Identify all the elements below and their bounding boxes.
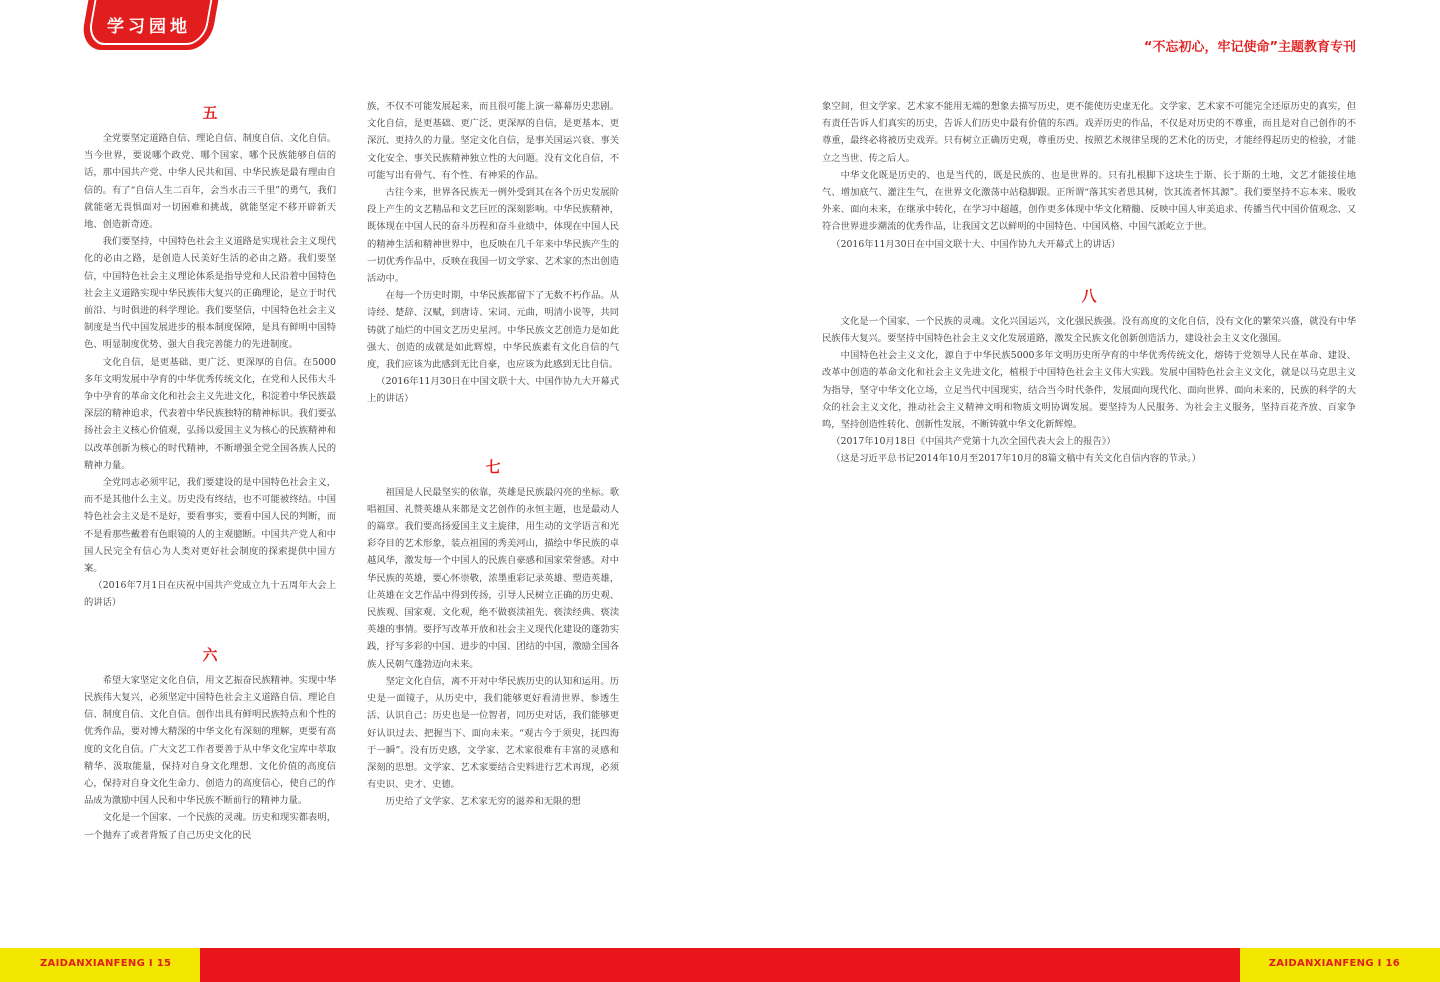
paragraph: 希望大家坚定文化自信，用文艺振奋民族精神。实现中华民族伟大复兴，必须坚定中国特色社会主义道路自信、理论自信、制度自信、文化自信。创作出具有鲜明民族特点和个性的优秀作品，要对博大精深的中华文化有深刻的理解，更要有高度的文化自信。广大文艺工作者要善于从中华文化宝库中萃取精华、汲取能量，保持对自身文化理想、文化价值的高度信心，保持对自身文化生命力、创造力的高度信心，使自己的作品成为激励中国人民和中华民族不断前行的精神力量。	[84, 674, 336, 807]
column-1	[84, 96, 336, 844]
paragraph: 象空间，但文学家、艺术家不能用无端的想象去描写历史，更不能使历史虚无化。文学家、艺术家不可能完全还原历史的真实，但有责任告诉人们真实的历史，告诉人们历史中最有价值的东西。戏弄历史的作品，不仅是对历史的不尊重，而且是对自己创作的不尊重，最终必将被历史戏弄。只有树立正确历史观，尊重历史、按照艺术规律呈现的艺术化的历史，才能经得起历史的检验，才能立之当世、传之后人。	[822, 101, 1356, 164]
paragraph: 坚定文化自信，离不开对中华民族历史的认知和运用。历史是一面镜子，从历史中，我们能够更好看清世界、参透生活、认识自己；历史也是一位智者，同历史对话，我们能够更好认识过去、把握当下、面向未来。“观古今于须臾，抚四海于一瞬”。没有历史感，文学家、艺术家很难有丰富的灵感和深刻的思想。文学家、艺术家要结合史料进行艺术再现，必须有史识、史才、史德。	[367, 675, 619, 791]
paragraph: 文化自信，是更基础、更广泛、更深厚的自信。在5000多年文明发展中孕育的中华优秀传统文化，在党和人民伟大斗争中孕育的革命文化和社会主义先进文化，积淀着中华民族最深层的精神追求，代表着中华民族独特的精神标识。我们要弘扬社会主义核心价值观，弘扬以爱国主义为核心的民族精神和以改革创新为核心的时代精神，不断增强全党全国各族人民的精神力量。	[84, 356, 336, 471]
paragraph: 历史给了文学家、艺术家无穷的滋养和无限的想	[385, 796, 581, 808]
paragraph: 文化是一个国家、一个民族的灵魂。历史和现实都表明，一个抛弃了或者背叛了自己历史文化的民	[84, 812, 336, 841]
section-heading-6: 六	[202, 645, 218, 664]
citation: （2016年7月1日在庆祝中国共产党成立九十五周年大会上的讲话）	[84, 580, 336, 609]
footer-right-panel	[1240, 948, 1440, 982]
footer-brand: ZAIDANXIANFENG	[1268, 958, 1374, 969]
footer-separator: I	[1377, 958, 1382, 969]
footer-left-folio	[40, 958, 171, 969]
issue-topic-title: “不忘初心，牢记使命”主题教育专刊	[1143, 40, 1356, 55]
column-2	[367, 98, 619, 811]
paragraph: 族，不仅不可能发展起来，而且很可能上演一幕幕历史悲剧。文化自信，是更基础、更广泛、更深厚的自信，是更基本、更深沉、更持久的力量。坚定文化自信，是事关国运兴衰、事关文化安全、事关民族精神独立性的大问题。没有文化自信，不可能写出有骨气、有个性、有神采的作品。	[367, 101, 619, 181]
paragraph: 中华文化既是历史的、也是当代的，既是民族的、也是世界的。只有扎根脚下这块生于斯、长于斯的土地，文艺才能接住地气、增加底气、灌注生气，在世界文化激荡中站稳脚跟。正所谓“落其实者思其树，饮其流者怀其源”。我们要坚持不忘本来、吸收外来、面向未来，在继承中转化，在学习中超越，创作更多体现中华文化精髓、反映中国人审美追求、传播当代中国价值观念、又符合世界进步潮流的优秀作品，让我国文艺以鲜明的中国特色、中国风格、中国气派屹立于世。	[822, 169, 1356, 233]
paragraph: 全党要坚定道路自信、理论自信、制度自信、文化自信。当今世界，要说哪个政党、哪个国家、哪个民族能够自信的话，那中国共产党、中华人民共和国、中华民族是最有理由自信的。有了“自信人生二百年，会当水击三千里”的勇气，我们就能毫无畏惧面对一切困难和挑战，就能坚定不移开辟新天地、创造新奇迹。	[84, 133, 336, 231]
footer-separator: I	[148, 958, 153, 969]
paragraph: 我们要坚持，中国特色社会主义道路是实现社会主义现代化的必由之路，是创造人民美好生活的必由之路。我们要坚信，中国特色社会主义理论体系是指导党和人民沿着中国特色社会主义道路实现中华民族伟大复兴的正确理论，是立于时代前沿、与时俱进的科学理论。我们要坚信，中国特色社会主义制度是当代中国发展进步的根本制度保障，是具有鲜明中国特色、明显制度优势、强大自我完善能力的先进制度。	[84, 236, 336, 351]
column-3	[822, 98, 1356, 468]
footer-left-panel	[0, 948, 200, 982]
citation: （2016年11月30日在中国文联十大、中国作协九大开幕式上的讲话）	[831, 238, 1121, 250]
citation-note: （这是习近平总书记2014年10月至2017年10月的8篇文稿中有关文化自信内容的节录。）	[831, 453, 1202, 465]
paragraph: 在每一个历史时期，中华民族都留下了无数不朽作品。从诗经、楚辞、汉赋，到唐诗、宋词、元曲，明清小说等，共同铸就了灿烂的中国文艺历史星河。中华民族文艺创造力是如此强大、创造的成就是如此辉煌，中华民族素有文化自信的气度，我们应该为此感到无比自豪，也应该为此感到无比自信。	[367, 290, 619, 371]
section-heading-7: 七	[485, 457, 501, 476]
citation: （2016年11月30日在中国文联十大、中国作协九大开幕式上的讲话）	[367, 376, 619, 405]
page-number-right: 16	[1385, 958, 1400, 969]
paragraph: 古往今来，世界各民族无一例外受到其在各个历史发展阶段上产生的文艺精品和文艺巨匠的深刻影响。中华民族精神，既体现在中国人民的奋斗历程和奋斗业绩中，体现在中国人民的精神生活和精神世界中，也反映在几千年来中华民族产生的一切优秀作品中，反映在我国一切文学家、艺术家的杰出创造活动中。	[367, 187, 619, 285]
section-heading-5: 五	[202, 104, 218, 122]
paragraph: 文化是一个国家、一个民族的灵魂。文化兴国运兴，文化强民族强。没有高度的文化自信，没有文化的繁荣兴盛，就没有中华民族伟大复兴。要坚持中国特色社会主义文化发展道路，激发全民族文化创新创造活力，建设社会主义文化强国。	[822, 315, 1356, 345]
paragraph: 祖国是人民最坚实的依靠，英雄是民族最闪亮的坐标。歌唱祖国、礼赞英雄从来都是文艺创作的永恒主题，也是最动人的篇章。我们要高扬爱国主义主旋律，用生动的文学语言和光彩夺目的艺术形象，装点祖国的秀美河山，描绘中华民族的卓越风华，激发每一个中国人的民族自豪感和国家荣誉感。对中华民族的英雄，要心怀崇敬，浓墨重彩记录英雄、塑造英雄，让英雄在文艺作品中得到传扬，引导人民树立正确的历史观、民族观、国家观、文化观，绝不做亵渎祖先、亵渎经典、亵渎英雄的事情。要抒写改革开放和社会主义现代化建设的蓬勃实践，抒写多彩的中国、进步的中国、团结的中国，激励全国各族人民朝气蓬勃迈向未来。	[367, 486, 619, 670]
section-heading-8: 八	[1081, 286, 1097, 305]
footer-right-folio	[1269, 958, 1400, 969]
citation: （2017年10月18日《中国共产党第十九次全国代表大会上的报告》）	[831, 436, 1116, 448]
footer-bar	[0, 948, 1440, 982]
paragraph: 中国特色社会主义文化，源自于中华民族5000多年文明历史所孕育的中华优秀传统文化，熔铸于党领导人民在革命、建设、改革中创造的革命文化和社会主义先进文化，植根于中国特色社会主义伟大实践。发展中国特色社会主义文化，就是以马克思主义为指导，坚守中华文化立场，立足当代中国现实，结合当今时代条件，发展面向现代化、面向世界、面向未来的，民族的科学的大众的社会主义文化，推动社会主义精神文明和物质文明协调发展。要坚持为人民服务、为社会主义服务，坚持百花齐放、百家争鸣，坚持创造性转化、创新性发展，不断铸就中华文化新辉煌。	[822, 350, 1356, 431]
footer-brand: ZAIDANXIANFENG	[40, 958, 146, 969]
section-tab-label: 学习园地	[107, 17, 191, 37]
paragraph: 全党同志必须牢记，我们要建设的是中国特色社会主义，而不是其他什么主义。历史没有终结，也不可能被终结。中国特色社会主义是不是好，要看事实，要看中国人民的判断，而不是看那些戴着有色眼镜的人的主观臆断。中国共产党人和中国人民完全有信心为人类对更好社会制度的探索提供中国方案。	[84, 477, 336, 575]
page-number-left: 15	[156, 958, 172, 969]
